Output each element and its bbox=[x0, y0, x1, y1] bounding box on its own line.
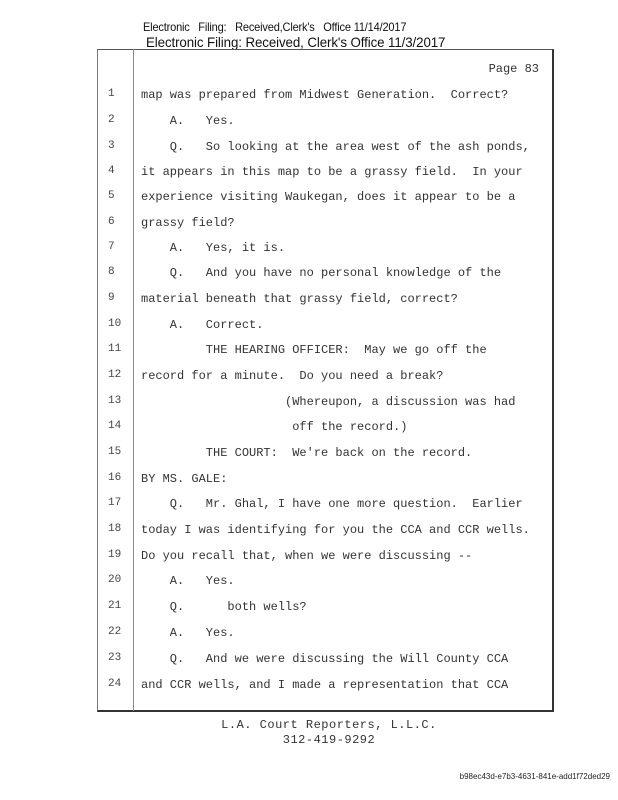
line-text: A. Yes. bbox=[141, 114, 235, 128]
document-hash: b98ec43d-e7b3-4631-841e-add1f72ded29 bbox=[459, 772, 610, 781]
line-number: 14 bbox=[108, 420, 122, 432]
line-number: 11 bbox=[108, 343, 122, 355]
line-number: 21 bbox=[108, 600, 122, 612]
line-number: 8 bbox=[108, 266, 115, 278]
line-text: A. Yes, it is. bbox=[141, 241, 286, 255]
line-text: (Whereupon, a discussion was had bbox=[141, 395, 516, 409]
line-number: 2 bbox=[108, 114, 115, 126]
line-number: 12 bbox=[108, 369, 122, 381]
line-text: today I was identifying for you the CCA and CCR wells. bbox=[141, 523, 530, 537]
line-text: record for a minute. Do you need a break? bbox=[141, 369, 444, 383]
line-text: Q. Mr. Ghal, I have one more question. Earlier bbox=[141, 497, 523, 511]
line-number: 4 bbox=[108, 165, 115, 177]
filing-stamp-secondary: Electronic Filing: Received,Clerk's Office 11/14/2017 bbox=[143, 20, 407, 34]
line-number: 24 bbox=[108, 678, 122, 690]
line-text: A. Yes. bbox=[141, 626, 235, 640]
line-number: 19 bbox=[108, 549, 122, 561]
line-text: A. Correct. bbox=[141, 318, 264, 332]
line-number: 23 bbox=[108, 652, 122, 664]
line-text: grassy field? bbox=[141, 216, 235, 230]
line-text: and CCR wells, and I made a representation that CCA bbox=[141, 678, 509, 692]
filing-stamp-primary: Electronic Filing: Received, Clerk's Office 11/3/2017 bbox=[146, 34, 446, 50]
page-number: Page 83 bbox=[488, 62, 539, 76]
line-number: 3 bbox=[108, 140, 115, 152]
line-text: Q. And you have no personal knowledge of the bbox=[141, 266, 502, 280]
line-number: 15 bbox=[108, 446, 122, 458]
line-number: 18 bbox=[108, 523, 122, 535]
court-reporter-name: L.A. Court Reporters, L.L.C. bbox=[221, 718, 437, 732]
line-text: THE HEARING OFFICER: May we go off the bbox=[141, 343, 487, 357]
line-text: A. Yes. bbox=[141, 574, 235, 588]
line-text: map was prepared from Midwest Generation. Correct? bbox=[141, 88, 509, 102]
line-number: 16 bbox=[108, 472, 122, 484]
line-number: 9 bbox=[108, 292, 115, 304]
line-number: 7 bbox=[108, 241, 115, 253]
line-number: 10 bbox=[108, 318, 122, 330]
line-text: off the record.) bbox=[141, 420, 408, 434]
line-number: 5 bbox=[108, 190, 115, 202]
line-text: it appears in this map to be a grassy field. In your bbox=[141, 165, 523, 179]
line-text: THE COURT: We're back on the record. bbox=[141, 446, 473, 460]
line-text: BY MS. GALE: bbox=[141, 472, 228, 486]
line-number: 20 bbox=[108, 574, 122, 586]
line-number: 1 bbox=[108, 88, 115, 100]
line-text: material beneath that grassy field, correct? bbox=[141, 292, 458, 306]
line-text: Q. both wells? bbox=[141, 600, 307, 614]
line-number-margin-rule bbox=[133, 49, 134, 711]
line-text: experience visiting Waukegan, does it appear to be a bbox=[141, 190, 516, 204]
line-text: Q. So looking at the area west of the ash ponds, bbox=[141, 140, 530, 154]
line-number: 6 bbox=[108, 216, 115, 228]
line-text: Do you recall that, when we were discussing -- bbox=[141, 549, 473, 563]
line-number: 22 bbox=[108, 626, 122, 638]
line-number: 13 bbox=[108, 395, 122, 407]
court-reporter-phone: 312-419-9292 bbox=[282, 733, 376, 747]
line-number: 17 bbox=[108, 497, 122, 509]
line-text: Q. And we were discussing the Will County CCA bbox=[141, 652, 509, 666]
